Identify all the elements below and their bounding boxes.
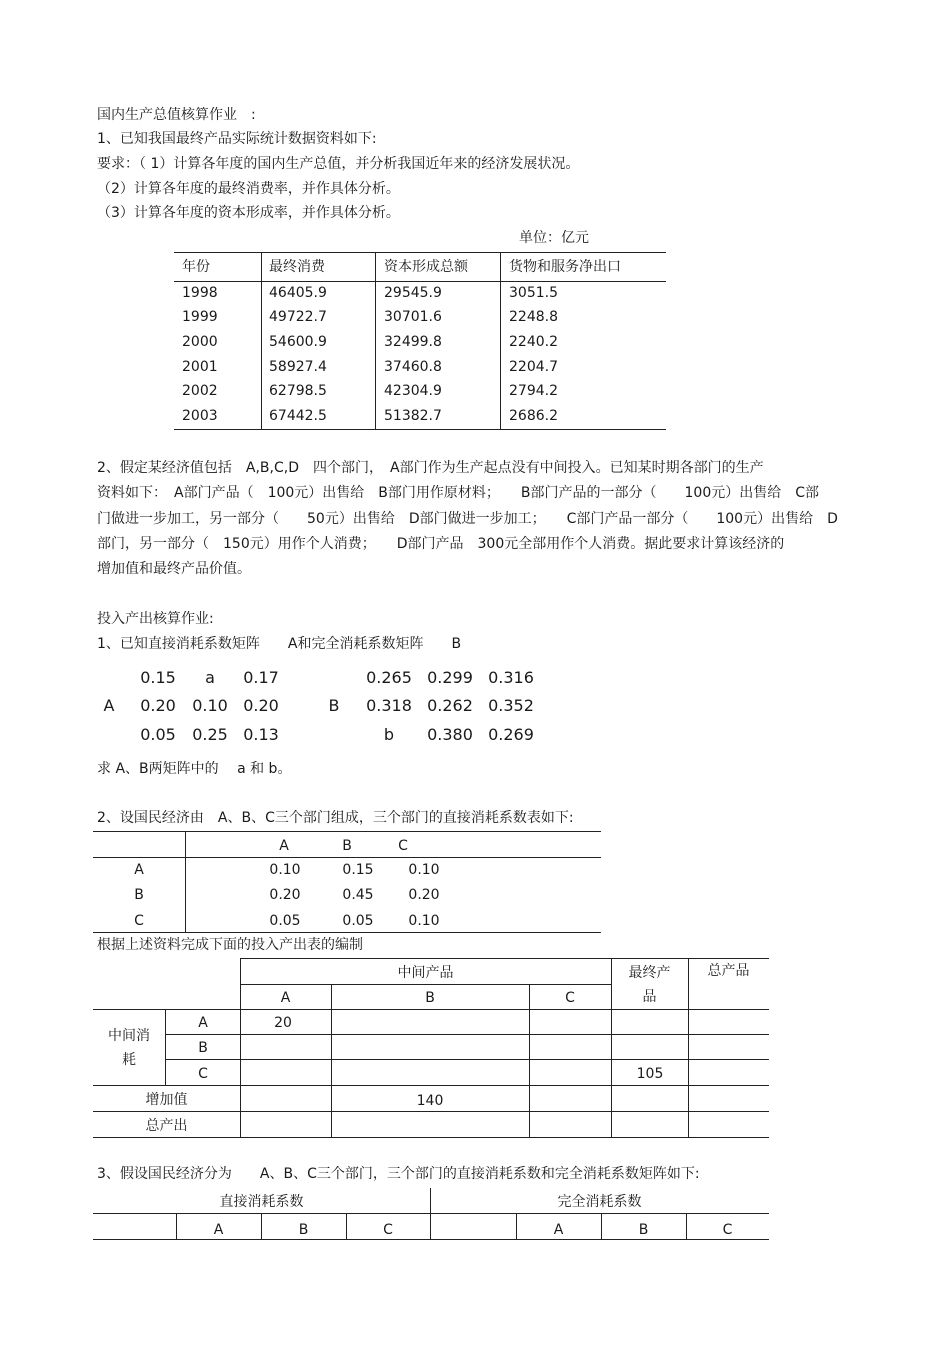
cell-capital: 42304.9: [384, 383, 442, 399]
header-net-exports: 货物和服务净出口: [509, 259, 621, 275]
io-col-header: A: [280, 990, 291, 1006]
row-label: A: [134, 862, 144, 878]
matrix-a-cell: 0.17: [243, 668, 279, 687]
matrix-b-cell: 0.265: [366, 668, 412, 687]
matrix-b-cell: 0.318: [366, 696, 412, 715]
io-q2-note: 根据上述资料完成下面的投入产出表的编制: [97, 937, 363, 953]
unit-label: 单位：亿元: [519, 230, 589, 246]
cell-capital: 51382.7: [384, 408, 442, 424]
cell-net-exports: 2240.2: [509, 334, 558, 350]
cell-consumption: 54600.9: [269, 334, 327, 350]
row-label: B: [134, 887, 144, 903]
header-direct-coefficients: 直接消耗系数: [219, 1194, 304, 1210]
coef-cell: 0.20: [269, 887, 301, 903]
matrix-b-cell: 0.262: [427, 696, 473, 715]
cell-net-exports: 2248.8: [509, 309, 558, 325]
io-row-label: A: [198, 1015, 208, 1031]
cell-year: 2001: [182, 359, 218, 375]
cell-net-exports: 2794.2: [509, 383, 558, 399]
q2-line: 部门，另一部分（ 150元）用作个人消费； D部门产品 300元全部用作个人消费。据此要求计算该经济的: [97, 536, 785, 552]
gdp-title: 国内生产总值核算作业 :: [97, 107, 256, 123]
row-label: C: [134, 913, 144, 929]
q3-col-header: A: [553, 1222, 564, 1238]
coef-cell: 0.20: [408, 887, 440, 903]
matrix-b-cell: b: [383, 725, 395, 744]
matrix-a-cell: 0.05: [140, 725, 176, 744]
cell-consumption: 58927.4: [269, 359, 327, 375]
io-q1-ask: 求 A、B两矩阵中的 a 和 b。: [97, 761, 292, 777]
header-capital-formation: 资本形成总额: [384, 259, 468, 275]
matrix-b-cell: 0.352: [488, 696, 534, 715]
header-final-products-line2: 品: [642, 989, 657, 1005]
io-q2-intro: 2、设国民经济由 A、B、C三个部门组成，三个部门的直接消耗系数表如下:: [97, 810, 574, 826]
matrix-a-cell: 0.10: [192, 696, 228, 715]
cell-year: 2003: [182, 408, 218, 424]
cell-capital: 30701.6: [384, 309, 442, 325]
matrix-a-cell: 0.25: [192, 725, 228, 744]
matrix-b-label: B: [328, 696, 340, 715]
cell-capital: 32499.8: [384, 334, 442, 350]
matrix-b-cell: 0.380: [427, 725, 473, 744]
cell-net-exports: 3051.5: [509, 285, 558, 301]
coef-cell: 0.10: [408, 862, 440, 878]
q3-col-header: B: [298, 1222, 309, 1238]
cell-consumption: 62798.5: [269, 383, 327, 399]
q2-line: 增加值和最终产品价值。: [97, 561, 251, 577]
coef-cell: 0.10: [408, 913, 440, 929]
cell-net-exports: 2204.7: [509, 359, 558, 375]
q1-requirement-1: 要求：（ 1）计算各年度的国内生产总值，并分析我国近年来的经济发展状况。: [97, 156, 580, 172]
cell-capital: 29545.9: [384, 285, 442, 301]
matrix-b-cell: 0.316: [488, 668, 534, 687]
label-value-added: 增加值: [145, 1092, 188, 1108]
matrix-a-cell: 0.15: [140, 668, 176, 687]
q1-requirement-3: （3）计算各年度的资本形成率，并作具体分析。: [97, 205, 400, 221]
io-title: 投入产出核算作业:: [97, 611, 214, 627]
cell-capital: 37460.8: [384, 359, 442, 375]
matrix-a-cell: 0.13: [243, 725, 279, 744]
coef-cell: 0.45: [342, 887, 374, 903]
q1-requirement-2: （2）计算各年度的最终消费率，并作具体分析。: [97, 181, 400, 197]
q2-line: 2、假定某经济值包括 A,B,C,D 四个部门， A部门作为生产起点没有中间投入。已知某时期各部门的生产: [97, 460, 764, 476]
cell-year: 1998: [182, 285, 218, 301]
matrix-a-cell: a: [205, 668, 215, 687]
io-q3-intro: 3、假设国民经济分为 A、B、C三个部门，三个部门的直接消耗系数和完全消耗系数矩阵如下:: [97, 1166, 700, 1182]
coef-cell: 0.15: [342, 862, 374, 878]
matrix-b-cell: 0.299: [427, 668, 473, 687]
header-intermediate-products: 中间产品: [397, 965, 454, 981]
q3-col-header: B: [638, 1222, 649, 1238]
coef-cell: 0.05: [342, 913, 374, 929]
label-total-output: 总产出: [145, 1118, 188, 1134]
matrix-a-cell: 0.20: [140, 696, 176, 715]
cell-consumption: 67442.5: [269, 408, 327, 424]
col-header: B: [342, 838, 352, 854]
cell-year: 1999: [182, 309, 218, 325]
label-intermediate-consumption-line2: 耗: [122, 1052, 136, 1068]
header-final-products-line1: 最终产: [628, 965, 671, 981]
cell-aa-value: 20: [274, 1015, 292, 1031]
matrix-a-label: A: [103, 696, 115, 715]
io-col-header: C: [565, 990, 575, 1006]
io-row-label: C: [198, 1066, 208, 1082]
cell-consumption: 49722.7: [269, 309, 327, 325]
col-header: A: [279, 838, 289, 854]
io-col-header: B: [425, 990, 435, 1006]
label-intermediate-consumption-line1: 中间消: [108, 1028, 150, 1044]
q2-line: 资料如下： A部门产品（ 100元）出售给 B部门用作原材料； B部门产品的一部分（ 100元）出售给 C部: [97, 485, 820, 501]
coef-cell: 0.10: [269, 862, 301, 878]
header-total-products: 总产品: [707, 963, 750, 979]
matrix-b-cell: 0.269: [488, 725, 534, 744]
q3-col-header: C: [722, 1222, 733, 1238]
cell-value-added-b: 140: [416, 1093, 444, 1109]
col-header: C: [398, 838, 408, 854]
header-final-consumption: 最终消费: [269, 259, 325, 275]
cell-net-exports: 2686.2: [509, 408, 558, 424]
cell-year: 2002: [182, 383, 218, 399]
q1-intro: 1、已知我国最终产品实际统计数据资料如下:: [97, 131, 377, 147]
cell-year: 2000: [182, 334, 218, 350]
header-complete-coefficients: 完全消耗系数: [557, 1194, 642, 1210]
io-q1-intro: 1、已知直接消耗系数矩阵 A和完全消耗系数矩阵 B: [97, 636, 462, 652]
q3-col-header: A: [213, 1222, 224, 1238]
io-row-label: B: [198, 1040, 208, 1056]
cell-consumption: 46405.9: [269, 285, 327, 301]
q2-line: 门做进一步加工，另一部分（ 50元）出售给 D部门做进一步加工； C部门产品一部分（ 100元）出售给 D: [97, 511, 838, 527]
coef-cell: 0.05: [269, 913, 301, 929]
header-year: 年份: [182, 259, 210, 275]
matrix-a-cell: 0.20: [243, 696, 279, 715]
q3-col-header: C: [383, 1222, 393, 1238]
cell-c-final-value: 105: [636, 1066, 664, 1082]
